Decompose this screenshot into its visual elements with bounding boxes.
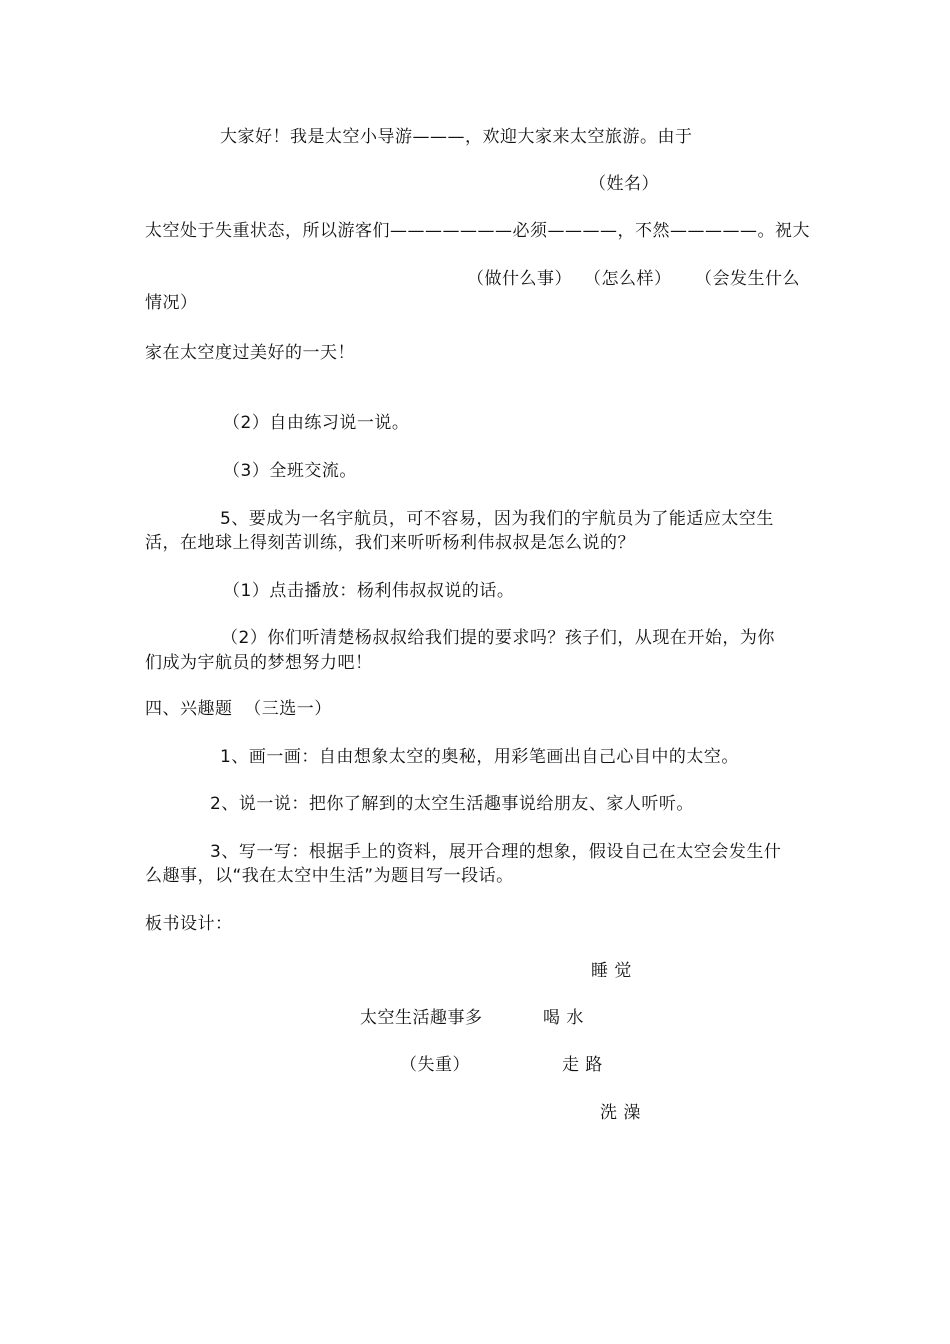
greeting-line-1: 大家好！我是太空小导游———，欢迎大家来太空旅游。由于 <box>220 127 693 147</box>
astronaut-paragraph-line-1: 5、要成为一名宇航员，可不容易，因为我们的宇航员为了能适应太空生 <box>220 509 774 529</box>
note-name: （姓名） <box>589 174 659 194</box>
interest-option-1: 1、画一画：自由想象太空的奥秘，用彩笔画出自己心目中的太空。 <box>220 747 739 767</box>
greeting-line-2: 太空处于失重状态，所以游客们———————必须————，不然—————。祝大 <box>145 221 810 241</box>
hear-line-1: （2）你们听清楚杨叔叔给我们提的要求吗？孩子们，从现在开始，为你 <box>221 628 775 648</box>
interest-option-3-line-2: 么趣事，以“我在太空中生活”为题目写一段话。 <box>145 866 514 886</box>
board-heading: 板书设计： <box>145 914 233 934</box>
note-how: （怎么样） <box>584 269 672 289</box>
greeting-line-3: 家在太空度过美好的一天！ <box>145 343 355 363</box>
play-item: （1）点击播放：杨利伟叔叔说的话。 <box>223 581 515 601</box>
note-happen: （会发生什么 <box>695 269 800 289</box>
board-main-title: 太空生活趣事多 <box>360 1008 483 1028</box>
note-happen-cont: 情况） <box>145 293 198 313</box>
note-what: （做什么事） <box>467 269 572 289</box>
interest-heading: 四、兴趣题 （三选一） <box>145 699 332 719</box>
board-item-drink: 喝 水 <box>543 1008 584 1028</box>
board-subtitle: （失重） <box>400 1055 470 1075</box>
hear-line-2: 们成为宇航员的梦想努力吧！ <box>145 653 373 673</box>
board-item-walk: 走 路 <box>562 1055 603 1075</box>
board-item-sleep: 睡 觉 <box>591 961 632 981</box>
interest-option-2: 2、说一说：把你了解到的太空生活趣事说给朋友、家人听听。 <box>210 794 694 814</box>
astronaut-paragraph-line-2: 活，在地球上得刻苦训练，我们来听听杨利伟叔叔是怎么说的？ <box>145 533 635 553</box>
practice-item-2: （2）自由练习说一说。 <box>223 413 410 433</box>
board-item-bath: 洗 澡 <box>600 1103 641 1123</box>
practice-item-3: （3）全班交流。 <box>223 461 357 481</box>
interest-option-3-line-1: 3、写一写：根据手上的资料，展开合理的想象，假设自己在太空会发生什 <box>210 842 782 862</box>
